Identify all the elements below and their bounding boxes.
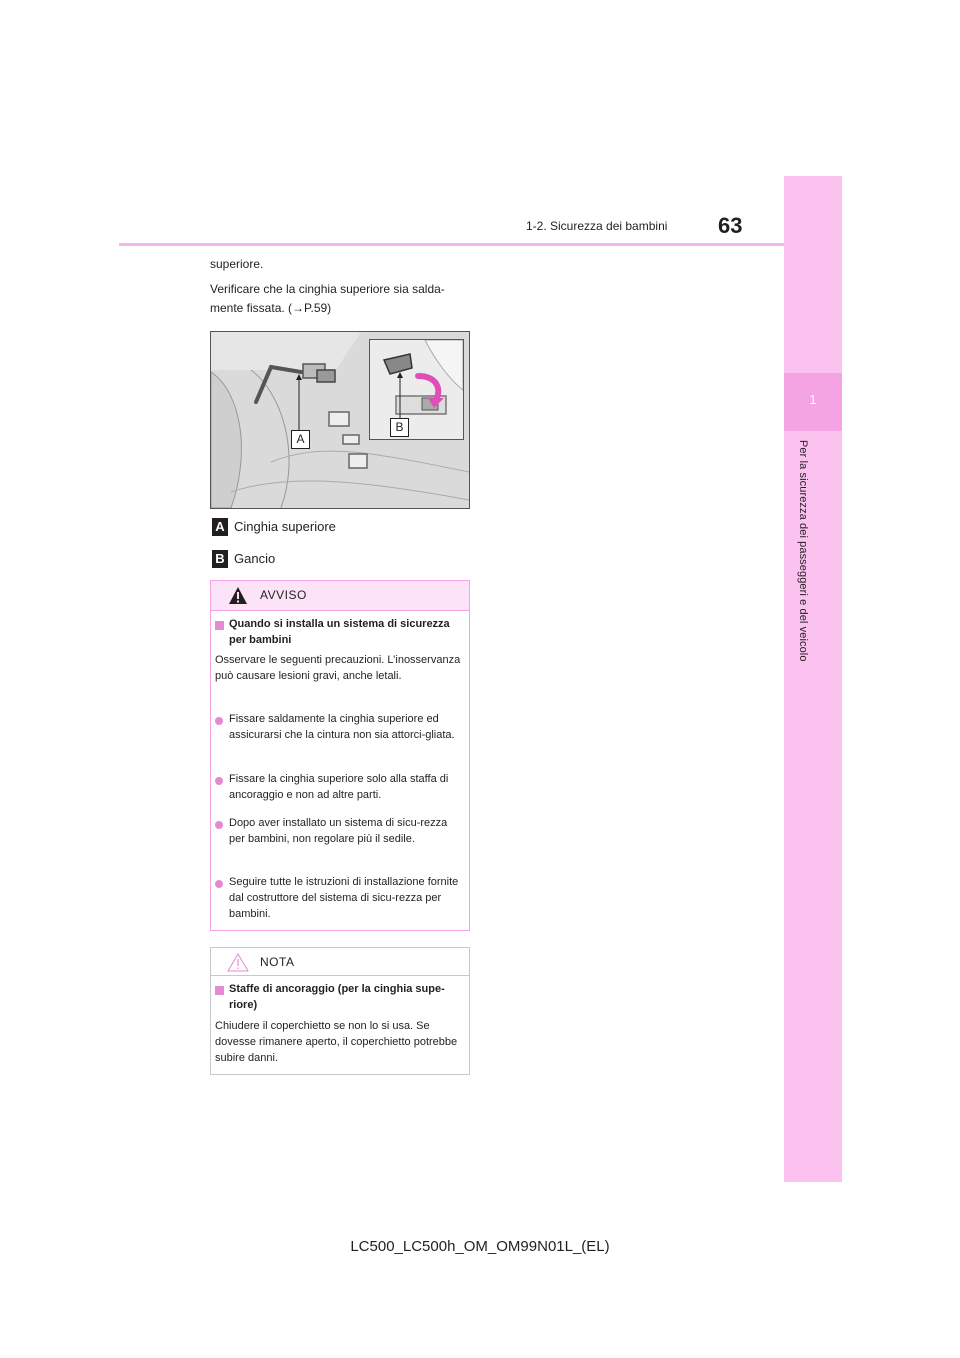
body-line-2: Verificare che la cinghia superiore sia salda-mente fissata. (→P.59) [210,282,445,315]
detail-inset [369,339,464,440]
warning-heading: Quando si installa un sistema di sicurezza per bambini [229,618,450,646]
note-header [211,948,469,976]
bullet-icon [215,717,223,725]
note-box [210,947,470,1075]
legend-text-b: Gancio [234,551,276,566]
warning-intro: Osservare le seguenti precauzioni. L’inosservanza può causare lesioni gravi, anche letali. [215,654,461,682]
hook-detail-drawing [370,340,463,439]
bullet-icon [215,880,223,888]
warning-box [210,580,470,931]
body-line-1: superiore. [210,257,264,271]
bullet-icon [215,821,223,829]
warning-item-4: Seguire tutte le istruzioni di installazione fornite dal costruttore del sistema di sicu-rezza per bambini. [229,876,459,920]
square-bullet-icon [215,621,224,630]
section-title: 1-2. Sicurezza dei bambini [526,219,668,233]
bullet-icon [215,777,223,785]
warning-header [211,581,469,611]
document-code: LC500_LC500h_OM_OM99N01L_(EL) [350,1238,610,1255]
figure-label-b: B [390,418,409,437]
note-text: Chiudere il coperchietto se non lo si usa. Se dovesse rimanere aperto, il coperchietto potrebbe subire danni. [215,1020,458,1064]
caution-triangle-icon [227,953,249,972]
legend-badge-a: A [212,518,228,536]
warning-triangle-icon [228,586,248,605]
page-number: 63 [718,213,743,238]
warning-item-1: Fissare saldamente la cinghia superiore ed assicurarsi che la cintura non sia attorci-gliata. [229,713,455,741]
warning-title: AVVISO [260,588,307,602]
chapter-title: Per la sicurezza dei passeggeri e del veicolo [797,440,809,662]
chapter-number: 1 [809,392,817,407]
note-heading: Staffe di ancoraggio (per la cinghia supe-riore) [229,983,445,1011]
legend-text-a: Cinghia superiore [234,519,336,534]
figure-label-a: A [291,430,310,449]
warning-item-2: Fissare la cinghia superiore solo alla staffa di ancoraggio e non ad altre parti. [229,773,449,801]
note-title: NOTA [260,955,295,969]
warning-item-3: Dopo aver installato un sistema di sicu-rezza per bambini, non regolare più il sedile. [229,817,448,845]
square-bullet-icon [215,986,224,995]
legend-badge-b: B [212,550,228,568]
header-rule [119,243,784,246]
